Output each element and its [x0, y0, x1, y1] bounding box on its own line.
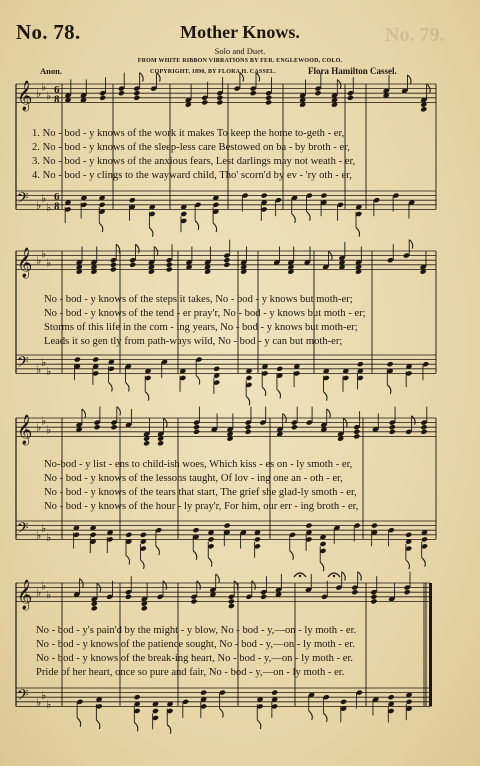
bleed-through-number: No. 79.: [385, 24, 445, 46]
note-head: [405, 532, 412, 538]
note-flag: [216, 574, 220, 583]
lyric-line: Storms of this life in the com - ing years, No - bod - y knows but moth-er;: [44, 322, 358, 333]
note-head: [74, 357, 81, 363]
note-flag: [309, 711, 313, 720]
note-flag: [208, 558, 212, 567]
flat-icon: ♭: [41, 247, 47, 261]
note-head: [140, 532, 147, 538]
note-flag: [292, 214, 296, 223]
note-flag: [256, 73, 260, 82]
note-flag: [412, 416, 416, 425]
note-flag: [156, 546, 160, 555]
note-head: [228, 598, 235, 604]
note-head: [276, 366, 283, 372]
treble-clef-icon: 𝄞: [17, 80, 33, 111]
note-head: [370, 594, 377, 600]
lyric-line: 1. No - bod - y knows of the work it makes To keep the home to-geth - er,: [32, 128, 345, 139]
note-head: [223, 257, 230, 263]
note-head: [353, 433, 360, 439]
note-head: [216, 99, 223, 105]
note-flag: [290, 551, 294, 560]
note-head: [110, 424, 117, 430]
note-head: [133, 90, 140, 96]
note-flag: [246, 396, 250, 405]
note-flag: [422, 558, 426, 567]
note-head: [94, 424, 101, 430]
note-flag: [342, 572, 346, 581]
note-flag: [193, 551, 197, 560]
note-head: [261, 193, 268, 199]
note-head: [254, 536, 261, 542]
note-head: [213, 366, 220, 372]
lyric-line: No - bod - y's pain'd by the might - y blow, No - bod - y,—on - ly moth - er.: [36, 625, 357, 636]
note-head: [99, 95, 106, 101]
note-flag: [262, 387, 266, 396]
lyric-line: No - bod - y knows of the tears that start, The grief she glad-ly smoth - er,: [44, 487, 357, 498]
note-flag: [141, 560, 145, 569]
note-head: [319, 541, 326, 547]
note-head: [320, 193, 327, 199]
lyricist-credit: Anon.: [40, 66, 62, 76]
note-head: [152, 708, 159, 714]
lyric-line: 2. No - bod - y knows of the sleep-less care Bestowed on ba - by broth - er,: [32, 142, 350, 153]
flat-icon: ♭: [36, 528, 42, 542]
bass-clef-icon: 𝄢: [17, 189, 29, 211]
fermata-dot: [299, 575, 301, 577]
note-head: [421, 536, 428, 542]
treble-clef-icon: 𝄞: [17, 579, 33, 610]
note-flag: [149, 228, 153, 237]
note-head: [347, 95, 354, 101]
note-head: [98, 202, 105, 208]
note-flag: [213, 223, 217, 232]
note-flag: [277, 389, 281, 398]
note-head: [166, 266, 173, 272]
note-flag: [96, 720, 100, 729]
final-barline-thick: [429, 583, 432, 706]
flat-icon: ♭: [41, 521, 47, 535]
note-head: [118, 90, 125, 96]
note-flag: [323, 713, 327, 722]
flat-icon: ♭: [46, 365, 52, 379]
note-flag: [240, 73, 244, 82]
time-signature-top: 6: [54, 191, 60, 204]
note-head: [389, 429, 396, 435]
note-head: [370, 598, 377, 604]
note-flag: [140, 73, 144, 82]
note-flag: [252, 581, 256, 590]
flat-icon: ♭: [36, 198, 42, 212]
note-flag: [257, 720, 261, 729]
lyric-line: Leads it so gen tly from path-ways wild, No - bod - y can but moth-er;: [44, 336, 343, 347]
note-head: [125, 532, 132, 538]
note-head: [389, 424, 396, 430]
note-head: [420, 429, 427, 435]
note-head: [180, 211, 187, 217]
note-flag: [116, 244, 120, 253]
bass-clef-icon: 𝄢: [17, 519, 29, 541]
note-head: [265, 95, 272, 101]
note-flag: [77, 718, 81, 727]
note-head: [314, 90, 321, 96]
note-flag: [323, 392, 327, 401]
hymn-number: No. 78.: [16, 20, 81, 44]
lyric-line: 3. No - bod - y knows of the anxious fears, Lest darlings may not weath - er,: [32, 156, 356, 167]
flat-icon: ♭: [36, 254, 42, 268]
note-head: [129, 197, 136, 203]
note-flag: [126, 555, 130, 564]
note-head: [200, 690, 207, 696]
treble-clef-icon: 𝄞: [17, 414, 33, 445]
note-head: [207, 536, 214, 542]
note-head: [420, 424, 427, 430]
flat-icon: ♭: [36, 695, 42, 709]
copyright-notice: COPYRIGHT, 1890, BY FLORA H. CASSEL.: [150, 69, 277, 75]
source-credit: FROM WHITE RIBBON VIBRATIONS BY FER. ENGLEWOOD, COLO.: [137, 58, 343, 64]
bass-clef-icon: 𝄢: [17, 353, 29, 375]
note-head: [143, 440, 150, 446]
note-head: [110, 266, 117, 272]
flat-icon: ♭: [36, 421, 42, 435]
flat-icon: ♭: [46, 588, 52, 602]
note-flag: [117, 407, 121, 416]
note-head: [110, 262, 117, 268]
flat-icon: ♭: [41, 191, 47, 205]
note-head: [193, 424, 200, 430]
lyric-line: No - bod - y knows of the break-ing heart, No - bod - y,—on - ly moth - er.: [36, 653, 354, 664]
note-head: [228, 603, 235, 609]
note-flag: [163, 581, 167, 590]
flat-icon: ♭: [46, 256, 52, 270]
note-head: [265, 99, 272, 105]
note-head: [129, 262, 136, 268]
note-head: [157, 440, 164, 446]
note-flag: [82, 409, 86, 418]
lyric-line: Pride of her heart, once so pure and fair, No - bod - y,—on - ly moth - er.: [36, 667, 345, 678]
note-flag: [157, 73, 161, 82]
fermata-dot: [333, 575, 335, 577]
lyric-line: 4. No - bod - y clings to the wayward child, Tho' scorn'd by ev - 'ry oth - er,: [32, 170, 352, 181]
note-head: [141, 605, 148, 611]
note-flag: [220, 709, 224, 718]
note-head: [387, 361, 394, 367]
flat-icon: ♭: [46, 698, 52, 712]
note-flag: [406, 560, 410, 569]
flat-icon: ♭: [36, 87, 42, 101]
flat-icon: ♭: [46, 201, 52, 215]
note-flag: [99, 223, 103, 232]
note-head: [405, 699, 412, 705]
note-flag: [409, 240, 413, 249]
composer-credit: Flora Hamilton Cassel.: [308, 66, 397, 76]
note-head: [371, 523, 378, 529]
note-flag: [195, 221, 199, 230]
note-flag: [145, 392, 149, 401]
note-head: [291, 424, 298, 430]
treble-clef-icon: 𝄞: [17, 247, 33, 278]
note-head: [223, 262, 230, 268]
note-flag: [167, 725, 171, 734]
lyric-line: No - bod - y knows of the patience sought, No - bod - y,—on - ly moth - er.: [36, 639, 355, 650]
flat-icon: ♭: [41, 80, 47, 94]
note-head: [260, 594, 267, 600]
note-head: [245, 375, 252, 381]
note-head: [340, 699, 347, 705]
note-head: [216, 95, 223, 101]
note-flag: [126, 383, 130, 392]
flat-icon: ♭: [36, 586, 42, 600]
time-signature-bottom: 8: [54, 93, 60, 106]
lyric-line: No - bod - y knows of the tend - er pray'r, No - bod - y knows but moth - er;: [44, 308, 366, 319]
flat-icon: ♭: [46, 89, 52, 103]
note-flag: [196, 376, 200, 385]
note-head: [404, 589, 411, 595]
note-head: [212, 202, 219, 208]
note-flag: [320, 562, 324, 571]
note-head: [201, 99, 208, 105]
flat-icon: ♭: [41, 688, 47, 702]
note-head: [92, 357, 99, 363]
flat-icon: ♭: [41, 355, 47, 369]
flat-icon: ♭: [46, 423, 52, 437]
note-head: [271, 690, 278, 696]
note-head: [166, 262, 173, 268]
note-head: [91, 605, 98, 611]
note-head: [420, 106, 427, 112]
time-signature-bottom: 8: [54, 200, 60, 213]
note-head: [388, 694, 395, 700]
time-signature-top: 6: [54, 84, 60, 97]
lyric-line: No - bod - y knows of the steps it takes, No - bod - y knows but moth-er;: [44, 294, 353, 305]
note-head: [353, 429, 360, 435]
hymn-subtitle: Solo and Duet.: [214, 46, 266, 56]
note-head: [245, 429, 252, 435]
flat-icon: ♭: [36, 362, 42, 376]
note-head: [305, 523, 312, 529]
lyric-line: No-bod - y list - ens to child-ish woes, Which kiss - es on - ly smoth - er,: [44, 459, 353, 470]
note-flag: [327, 409, 331, 418]
note-head: [125, 594, 132, 600]
note-flag: [109, 383, 113, 392]
note-head: [351, 589, 358, 595]
note-head: [357, 361, 364, 367]
note-flag: [407, 75, 411, 84]
flat-icon: ♭: [46, 531, 52, 545]
note-head: [192, 527, 199, 533]
note-head: [90, 532, 97, 538]
note-flag: [358, 572, 362, 581]
note-head: [245, 424, 252, 430]
note-flag: [197, 581, 201, 590]
hymn-title: Mother Knows.: [180, 22, 300, 42]
flat-icon: ♭: [41, 414, 47, 428]
lyric-line: No - bod - y knows of the hour - ly pray'r, For him, our err - ing broth - er,: [44, 501, 359, 512]
note-head: [134, 694, 141, 700]
note-flag: [387, 385, 391, 394]
note-flag: [307, 212, 311, 221]
lyric-line: No - bod - y knows of the lessons taught, Of lov - ing one an - oth - er,: [44, 473, 343, 484]
note-head: [133, 95, 140, 101]
flat-icon: ♭: [41, 579, 47, 593]
note-head: [190, 598, 197, 604]
note-flag: [356, 228, 360, 237]
note-flag: [134, 722, 138, 731]
note-head: [224, 523, 231, 529]
note-head: [250, 90, 257, 96]
bass-clef-icon: 𝄢: [17, 686, 29, 708]
note-flag: [234, 581, 238, 590]
note-head: [193, 429, 200, 435]
note-flag: [136, 244, 140, 253]
